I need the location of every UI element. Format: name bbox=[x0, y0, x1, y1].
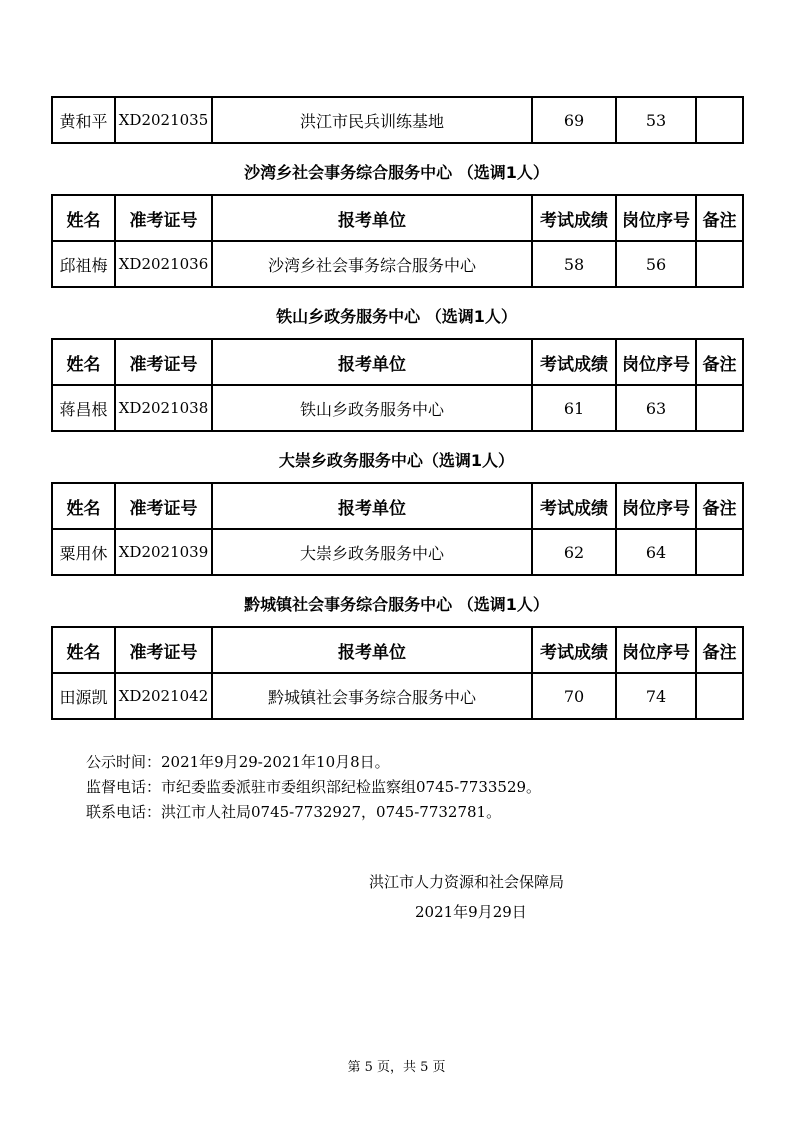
cell-rank: 53 bbox=[616, 97, 696, 143]
cell-score: 62 bbox=[532, 529, 616, 575]
cell-note bbox=[696, 241, 743, 287]
section-table bbox=[51, 194, 744, 288]
cell-unit: 洪江市民兵训练基地 bbox=[212, 97, 532, 143]
cell-unit: 铁山乡政务服务中心 bbox=[212, 385, 532, 431]
header-score: 考试成绩 bbox=[532, 483, 616, 529]
table-row bbox=[52, 673, 743, 719]
header-score: 考试成绩 bbox=[532, 627, 616, 673]
header-name: 姓名 bbox=[52, 195, 115, 241]
table-row bbox=[52, 385, 743, 431]
header-name: 姓名 bbox=[52, 627, 115, 673]
header-name: 姓名 bbox=[52, 483, 115, 529]
table-row bbox=[52, 241, 743, 287]
cell-unit: 黔城镇社会事务综合服务中心 bbox=[212, 673, 532, 719]
cell-id: XD2021036 bbox=[115, 241, 212, 287]
cell-rank: 56 bbox=[616, 241, 696, 287]
table-row bbox=[52, 529, 743, 575]
section-title: 沙湾乡社会事务综合服务中心 （选调1人） bbox=[244, 163, 549, 182]
section-title: 大崇乡政务服务中心（选调1人） bbox=[278, 451, 515, 470]
header-score: 考试成绩 bbox=[532, 195, 616, 241]
header-name: 姓名 bbox=[52, 339, 115, 385]
header-note: 备注 bbox=[696, 339, 743, 385]
section-title: 黔城镇社会事务综合服务中心 （选调1人） bbox=[244, 595, 549, 614]
table-header-row bbox=[52, 339, 743, 385]
notice-contact-phone: 联系电话：洪江市人社局0745-7732927，0745-7732781。 bbox=[86, 803, 502, 821]
table-top bbox=[51, 96, 744, 144]
cell-score: 69 bbox=[532, 97, 616, 143]
header-id: 准考证号 bbox=[115, 339, 212, 385]
table-header-row bbox=[52, 483, 743, 529]
header-note: 备注 bbox=[696, 195, 743, 241]
header-id: 准考证号 bbox=[115, 627, 212, 673]
notice-period: 公示时间：2021年9月29-2021年10月8日。 bbox=[86, 753, 390, 771]
signature-org: 洪江市人力资源和社会保障局 bbox=[369, 873, 565, 891]
header-rank: 岗位序号 bbox=[616, 339, 696, 385]
cell-name: 粟用休 bbox=[52, 529, 115, 575]
header-id: 准考证号 bbox=[115, 483, 212, 529]
cell-name: 蒋昌根 bbox=[52, 385, 115, 431]
section-table bbox=[51, 626, 744, 720]
header-unit: 报考单位 bbox=[212, 339, 532, 385]
header-rank: 岗位序号 bbox=[616, 627, 696, 673]
cell-name: 田源凯 bbox=[52, 673, 115, 719]
header-unit: 报考单位 bbox=[212, 627, 532, 673]
cell-note bbox=[696, 97, 743, 143]
cell-id: XD2021038 bbox=[115, 385, 212, 431]
header-note: 备注 bbox=[696, 627, 743, 673]
cell-id: XD2021039 bbox=[115, 529, 212, 575]
signature-date: 2021年9月29日 bbox=[415, 903, 527, 921]
notice-supervision-phone: 监督电话：市纪委监委派驻市委组织部纪检监察组0745-7733529。 bbox=[86, 778, 542, 796]
cell-rank: 74 bbox=[616, 673, 696, 719]
header-rank: 岗位序号 bbox=[616, 195, 696, 241]
cell-name: 邱祖梅 bbox=[52, 241, 115, 287]
page-number: 第 5 页，共 5 页 bbox=[347, 1060, 446, 1075]
table-header-row bbox=[52, 195, 743, 241]
cell-rank: 64 bbox=[616, 529, 696, 575]
header-score: 考试成绩 bbox=[532, 339, 616, 385]
header-unit: 报考单位 bbox=[212, 195, 532, 241]
cell-note bbox=[696, 529, 743, 575]
table-header-row bbox=[52, 627, 743, 673]
header-id: 准考证号 bbox=[115, 195, 212, 241]
cell-name: 黄和平 bbox=[52, 97, 115, 143]
table-row bbox=[52, 97, 743, 143]
cell-unit: 大崇乡政务服务中心 bbox=[212, 529, 532, 575]
cell-id: XD2021035 bbox=[115, 97, 212, 143]
cell-note bbox=[696, 385, 743, 431]
cell-score: 61 bbox=[532, 385, 616, 431]
cell-unit: 沙湾乡社会事务综合服务中心 bbox=[212, 241, 532, 287]
section-table bbox=[51, 482, 744, 576]
header-unit: 报考单位 bbox=[212, 483, 532, 529]
header-rank: 岗位序号 bbox=[616, 483, 696, 529]
cell-note bbox=[696, 673, 743, 719]
cell-rank: 63 bbox=[616, 385, 696, 431]
header-note: 备注 bbox=[696, 483, 743, 529]
section-table bbox=[51, 338, 744, 432]
cell-id: XD2021042 bbox=[115, 673, 212, 719]
section-title: 铁山乡政务服务中心 （选调1人） bbox=[276, 307, 517, 326]
cell-score: 70 bbox=[532, 673, 616, 719]
cell-score: 58 bbox=[532, 241, 616, 287]
